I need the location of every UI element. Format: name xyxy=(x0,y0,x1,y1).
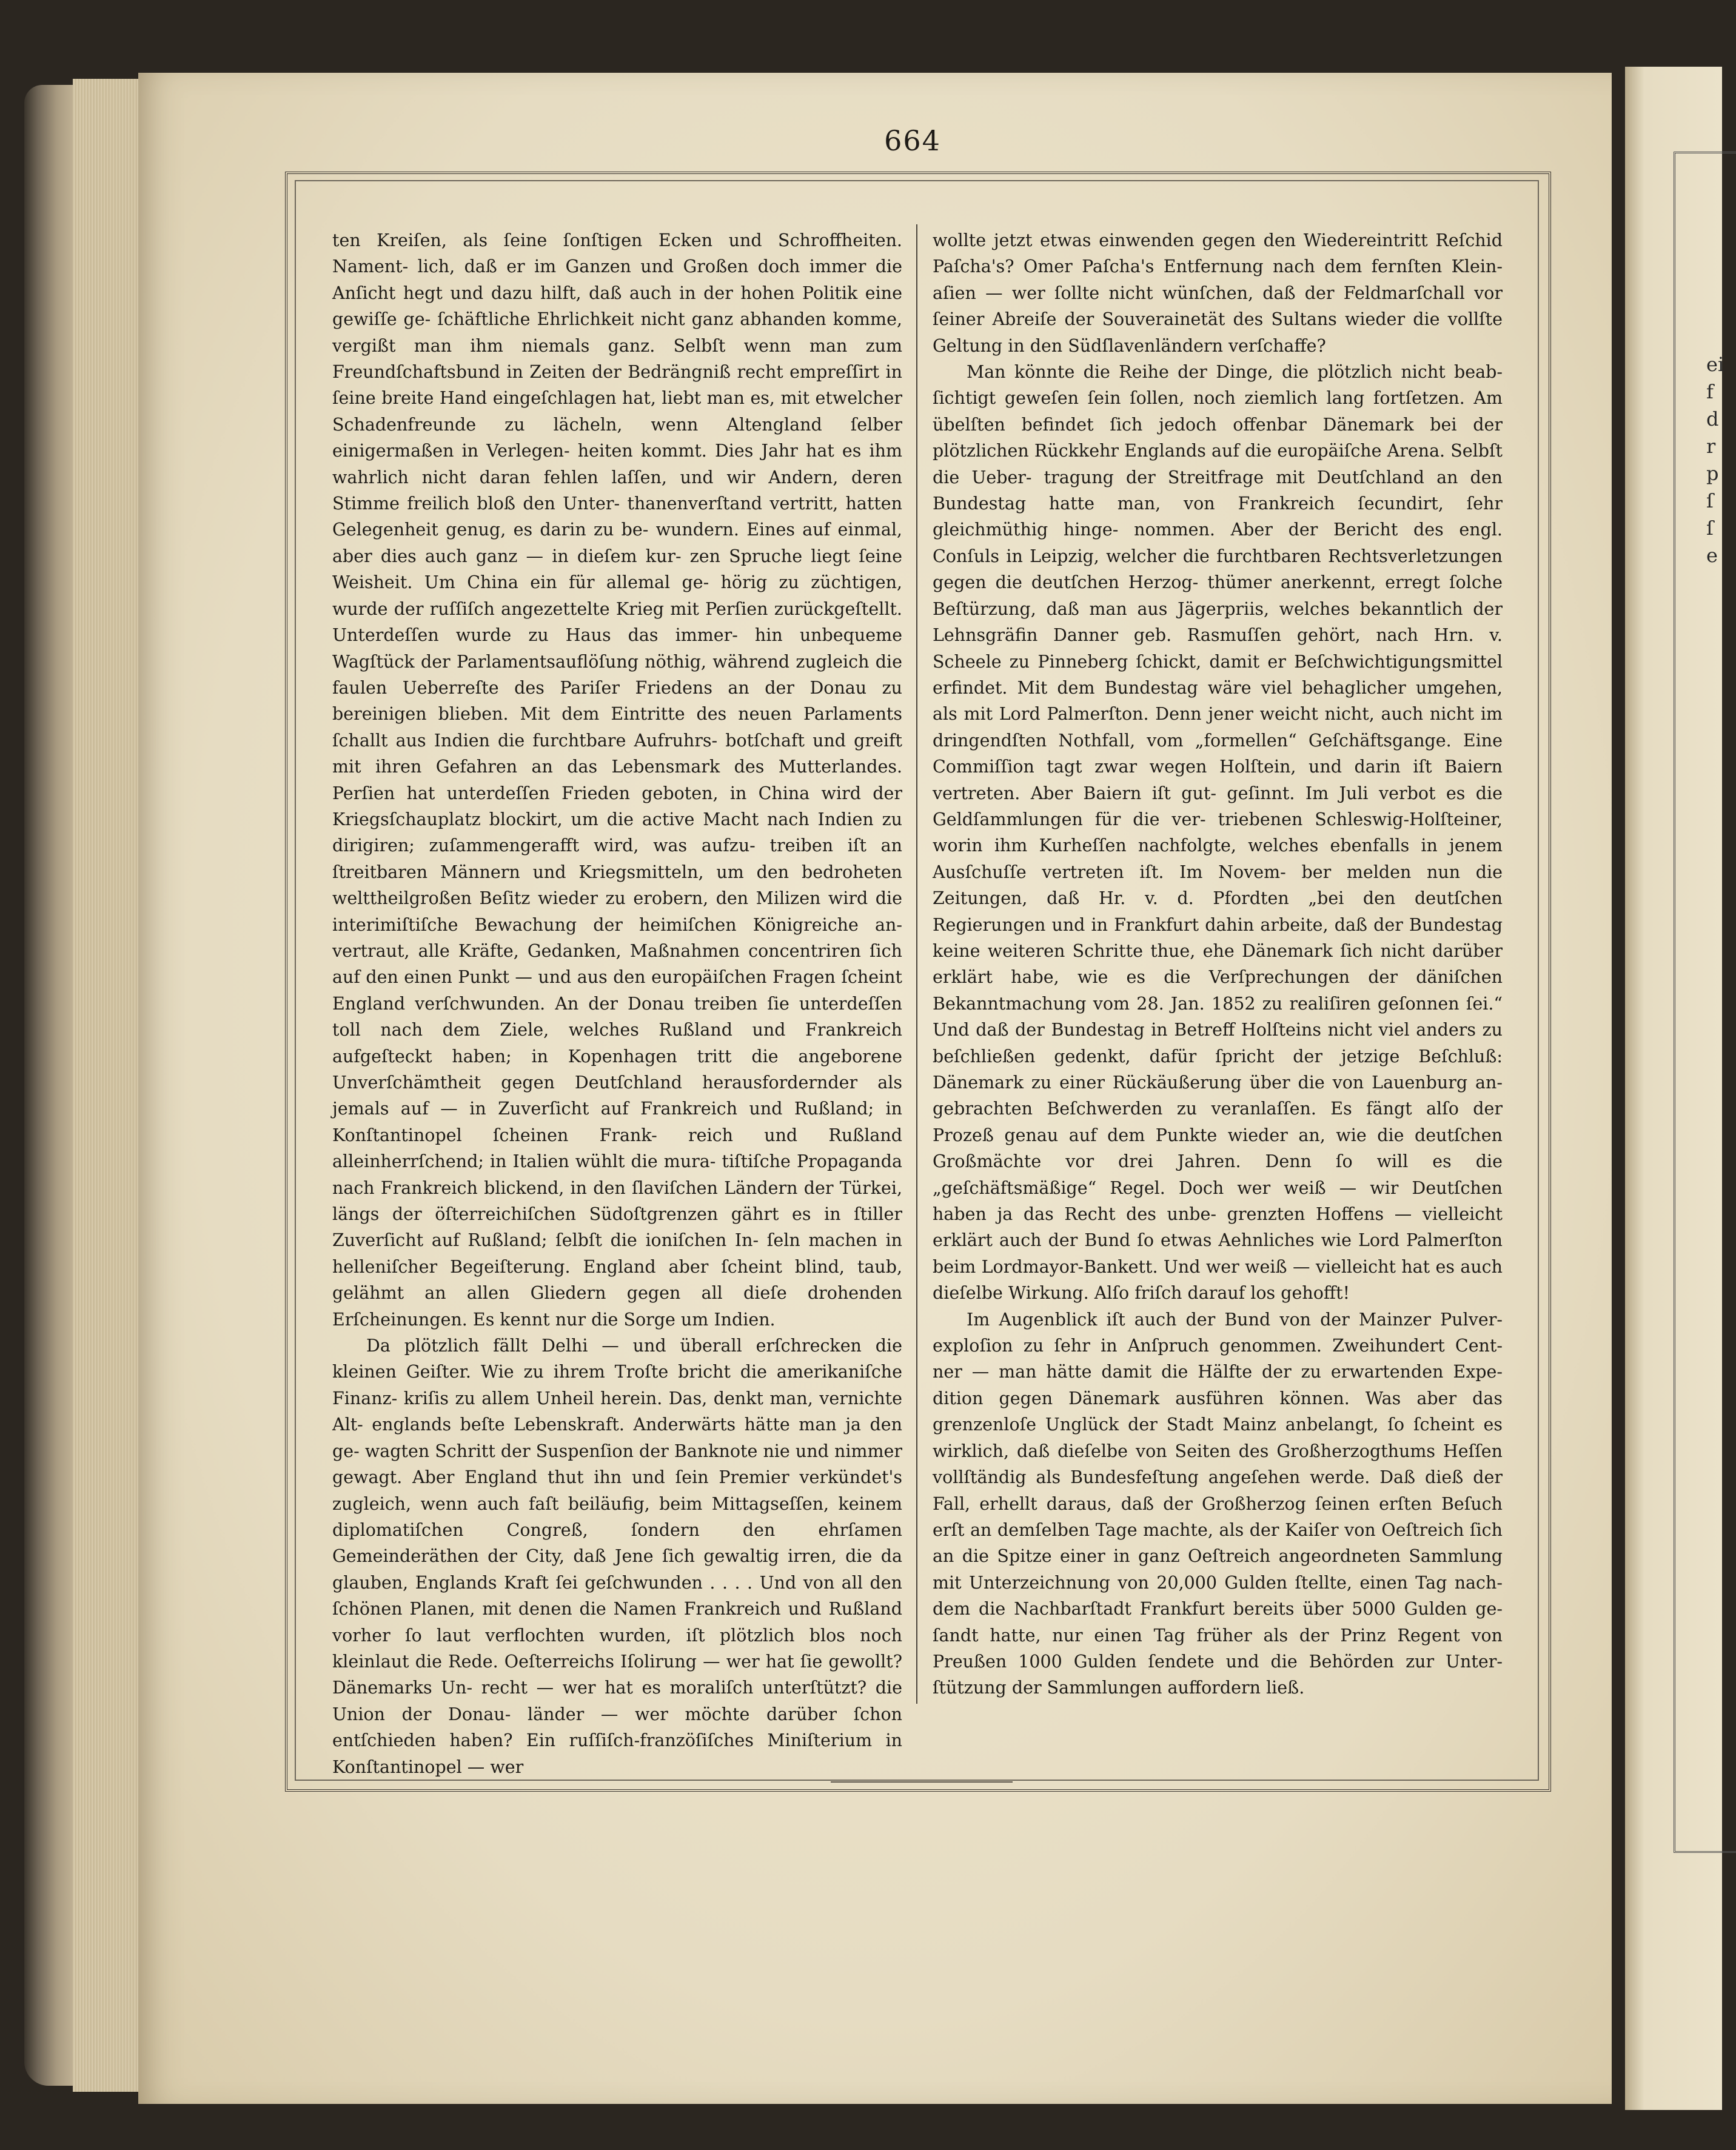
page-stack-edge xyxy=(73,79,146,2092)
page-number: 664 xyxy=(884,124,941,157)
facing-page-fragment: ſ xyxy=(1706,517,1714,540)
facing-page-fragment: r xyxy=(1706,435,1716,458)
facing-page-fragment: p xyxy=(1706,462,1719,485)
facing-page-fragment: f xyxy=(1706,380,1714,403)
facing-page-fragment: ei xyxy=(1706,353,1724,376)
right-paragraph-3: Im Augenblick iſt auch der Bund von der Mainzer Pulver- exploſion zu ſehr in Anſpruch genommen. Zweihundert Cent- ner — man hätte damit die Hälfte der zu erwartenden Expe- dition gegen Dänemark ausführen können. Was aber das grenzenloſe Unglück der Stadt Mainz anbelangt, ſo ſcheint es wirklich, daß dieſelbe von Seiten des Großherzogthums Heſſen vollſtändig als Bundesfeſtung angeſehen werde. Daß dieß der Fall, erhellt daraus, daß der Großherzog ſeinen erſten Beſuch erſt an demſelben Tage machte, als der Kaiſer von Oeſtreich ſich an die Spitze einer in ganz Oeſtreich angeordneten Sammlung mit Unterzeichnung von 20,000 Gulden ſtellte, einen Tag nach- dem die Nachbarſtadt Frankfurt bereits über 5000 Gulden ge- ſandt hatte, nur einen Tag früher als der Prinz Regent von Preußen 1000 Gulden ſendete und die Behörden zur Unter- ſtützung der Sammlungen auffordern ließ. xyxy=(933,1309,1503,1698)
left-paragraph-2: Da plötzlich fällt Delhi — und überall erſchrecken die kleinen Geiſter. Wie zu ihrem Troſte bricht die amerikaniſche Finanz- kriſis zu allem Unheil herein. Das, denkt man, vernichte Alt- englands beſte Lebenskraft. Anderwärts hätte man ja den ge- wagten Schritt der Suspenſion der Banknote nie und nimmer gewagt. Aber England thut ihn und ſein Premier verkündet's zugleich, wenn auch faſt beiläufig, beim Mittagseſſen, keinem diplomatiſchen Congreß, ſondern den ehrſamen Gemeinderäthen der City, daß Jene ſich gewaltig irren, die da glauben, Englands Kraft ſei geſchwunden . . . . Und von all den ſchönen Planen, mit denen die Namen Frankreich und Rußland vorher ſo laut verflochten wurden, iſt plötzlich blos noch kleinlaut die Rede. Oeſterreichs Iſolirung — wer hat ſie gewollt? Dänemarks Un- recht — wer hat es moraliſch unterſtützt? die Union der Donau- länder — wer möchte darüber ſchon entſchieden haben? Ein ruſſiſch-franzöſiſches Miniſterium in Konſtantinopel — wer xyxy=(332,1336,902,1777)
column-divider xyxy=(916,224,917,1704)
book-spine-edge xyxy=(24,85,79,2086)
section-end-rule xyxy=(831,1781,1013,1783)
right-paragraph-1: wollte jetzt etwas einwenden gegen den Wiedereintritt Reſchid Paſcha's? Omer Paſcha's Entfernung nach dem fernſten Klein- aſien — wer ſollte nicht wünſchen, daß der Feldmarſchall vor ſeiner Abreiſe der Souverainetät des Sultans wieder die vollſte Geltung in den Südſlavenländern verſchaffe? xyxy=(933,230,1503,356)
facing-page-fragment: e xyxy=(1706,544,1718,567)
right-column xyxy=(933,227,1503,1701)
left-column xyxy=(332,227,902,1780)
left-paragraph-1: ten Kreiſen, als ſeine ſonſtigen Ecken und Schroffheiten. Nament- lich, daß er im Ganzen und Großen doch immer die Anſicht hegt und dazu hilft, daß auch in der hohen Politik eine gewiſſe ge- ſchäftliche Ehrlichkeit nicht ganz abhanden komme, vergißt man ihm niemals ganz. Selbſt wenn man zum Freundſchaftsbund in Zeiten der Bedrängniß recht empreſſirt in ſeine breite Hand eingeſchlagen hat, liebt man es, mit etwelcher Schadenfreunde zu lächeln, wenn Altengland ſelber einigermaßen in Verlegen- heiten kommt. Dies Jahr hat es ihm wahrlich nicht daran fehlen laſſen, und wir Andern, deren Stimme freilich bloß den Unter- thanenverſtand vertritt, hatten Gelegenheit genug, es darin zu be- wundern. Eines auf einmal, aber dies auch ganz — in dieſem kur- zen Spruche liegt ſeine Weisheit. Um China ein für allemal ge- hörig zu züchtigen, wurde der ruſſiſch angezettelte Krieg mit Perſien zurückgeſtellt. Unterdeſſen wurde zu Haus das immer- hin unbequeme Wagſtück der Parlamentsauflöſung nöthig, während zugleich die faulen Ueberreſte des Pariſer Friedens an der Donau zu bereinigen blieben. Mit dem Eintritte des neuen Parlaments ſchallt aus Indien die furchtbare Aufruhrs- botſchaft und greift mit ihren Gefahren an das Lebensmark des Mutterlandes. Perſien hat unterdeſſen Frieden geboten, in China wird der Kriegsſchauplatz blockirt, um die active Macht nach Indien zu dirigiren; zuſammengerafft wird, was aufzu- treiben iſt an ſtreitbaren Männern und Kriegsmitteln, um den bedroheten welttheilgroßen Beſitz wieder zu erobern, den Milizen wird die interimiſtiſche Bewachung der heimiſchen Königreiche an- vertraut, alle Kräfte, Gedanken, Maßnahmen concentriren ſich auf den einen Punkt — und aus den europäiſchen Fragen ſcheint England verſchwunden. An der Donau treiben ſie unterdeſſen toll nach dem Ziele, welches Rußland und Frankreich aufgeſteckt haben; in Kopenhagen tritt die angeborene Unverſchämtheit gegen Deutſchland herausfordernder als jemals auf — in Zuverſicht auf Frankreich und Rußland; in Konſtantinopel ſcheinen Frank- reich und Rußland alleinherrſchend; in Italien wühlt die mura- tiſtiſche Propaganda nach Frankreich blickend, in den ſlaviſchen Ländern der Türkei, längs der öſterreichiſchen Südoſtgrenzen gährt es in ſtiller Zuverſicht auf Rußland; ſelbſt die ioniſchen In- ſeln machen in helleniſcher Begeiſterung. England aber ſcheint blind, taub, gelähmt an allen Gliedern gegen all dieſe drohenden Erſcheinungen. Es kennt nur die Sorge um Indien. xyxy=(332,230,902,1330)
facing-page-frame xyxy=(1674,152,1736,1853)
facing-page-fragment: ſ xyxy=(1706,489,1714,512)
right-paragraph-2: Man könnte die Reihe der Dinge, die plötzlich nicht beab- ſichtigt geweſen ſein ſollen, noch ziemlich lang fortſetzen. Am übelſten befindet ſich jedoch offenbar Dänemark bei der plötzlichen Rückkehr Englands auf die europäiſche Arena. Selbſt die Ueber- tragung der Streitfrage mit Deutſchland an den Bundestag hatte man, von Frankreich ſecundirt, ſehr gleichmüthig hinge- nommen. Aber der Bericht des engl. Conſuls in Leipzig, welcher die furchtbaren Rechtsverletzungen gegen die deutſchen Herzog- thümer anerkennt, erregt ſolche Beſtürzung, daß man aus Jägerpriis, welches bekanntlich der Lehnsgräfin Danner geb. Rasmuſſen gehört, nach Hrn. v. Scheele zu Pinneberg ſchickt, damit er Beſchwichtigungsmittel erfindet. Mit dem Bundestag wäre viel behaglicher umgehen, als mit Lord Palmerſton. Denn jener weicht nicht, auch nicht im dringendſten Nothfall, vom „formellen“ Geſchäftsgange. Eine Commiſſion tagt zwar wegen Holſtein, und darin iſt Baiern vertreten. Aber Baiern iſt gut- geſinnt. Im Juli verbot es die Geldſammlungen für die ver- triebenen Schleswig-Holſteiner, worin ihm Kurheſſen nachfolgte, welches ebenfalls in jenem Ausſchuſſe vertreten iſt. Im Novem- ber melden nun die Zeitungen, daß Hr. v. d. Pfordten „bei den deutſchen Regierungen und in Frankfurt dahin arbeite, daß der Bundestag keine weiteren Schritte thue, ehe Dänemark ſich nicht darüber erklärt habe, wie es die Verſprechungen der däniſchen Bekanntmachung vom 28. Jan. 1852 zu realiſiren geſonnen ſei.“ Und daß der Bundestag in Betreff Holſteins nicht viel anders zu beſchließen gedenkt, dafür ſpricht der jetzige Beſchluß: Dänemark zu einer Rückäußerung über die von Lauenburg an- gebrachten Beſchwerden zu veranlaſſen. Es fängt alſo der Prozeß genau auf dem Punkte wieder an, wie die deutſchen Großmächte vor drei Jahren. Denn ſo will es die „geſchäftsmäßige“ Regel. Doch wer weiß — wir Deutſchen haben ja das Recht des unbe- grenzten Hoffens — vielleicht erklärt auch der Bund ſo etwas Aehnliches wie Lord Palmerſton beim Lordmayor-Bankett. Und wer weiß — vielleicht hat es auch dieſelbe Wirkung. Alſo friſch darauf los gehofft! xyxy=(933,362,1503,1304)
facing-page-fragment: d xyxy=(1706,407,1719,430)
